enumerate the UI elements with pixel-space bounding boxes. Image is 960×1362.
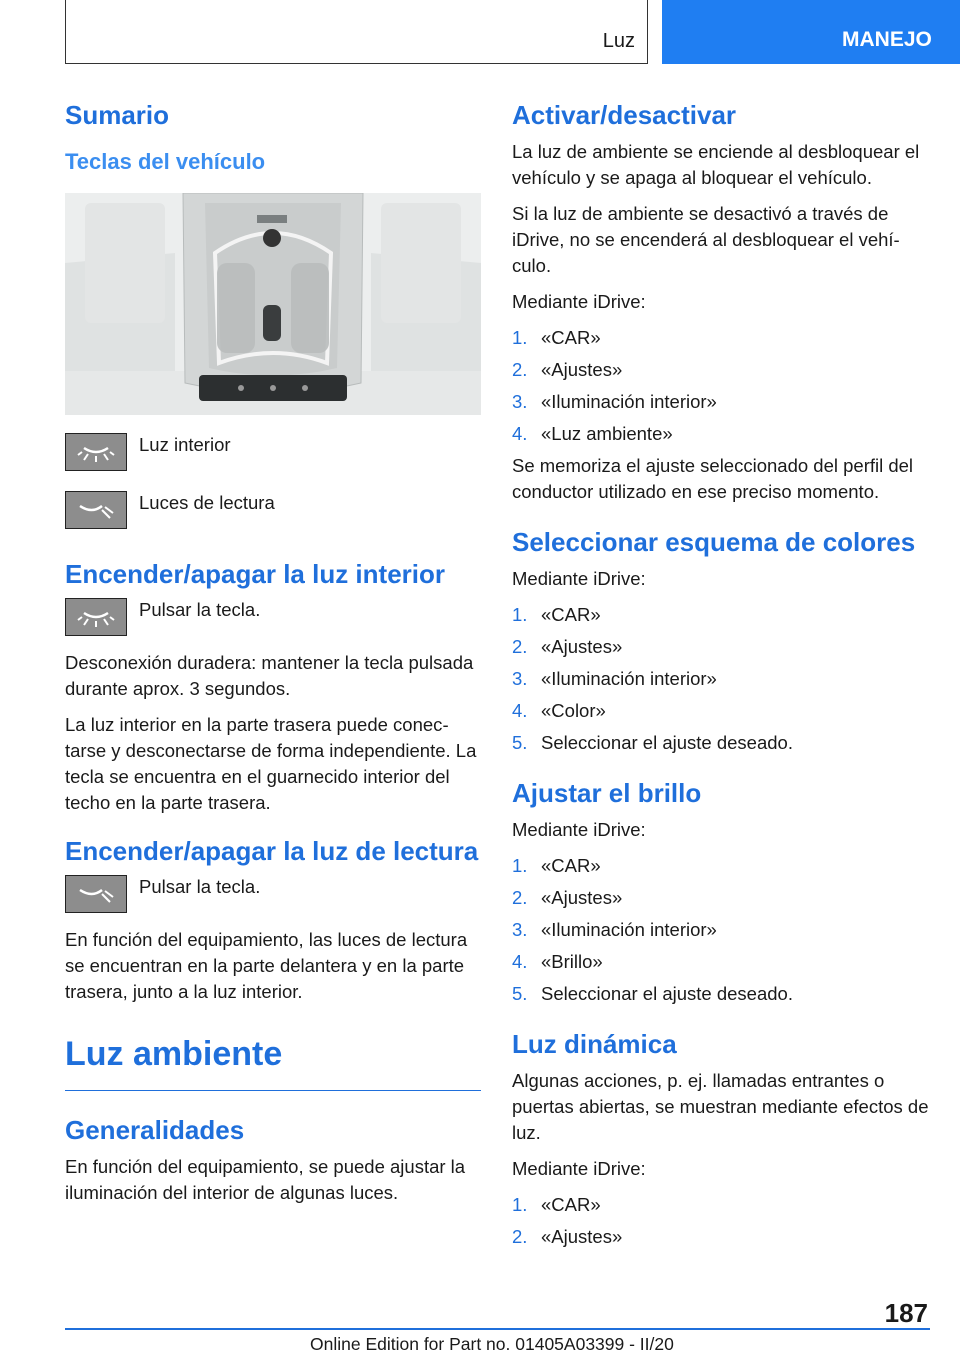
lectura-paragraph-1: En función del equipamiento, las luces de lectura se encuentran en la parte delantera y en la parte trasera, junto a la luz interior.: [65, 929, 468, 1002]
heading-interior: Encender/apagar la luz interior: [65, 559, 445, 589]
list-item: 4. «Color»: [512, 700, 606, 721]
dinamica-paragraph-1: Algunas acciones, p. ej. llamadas entrantes o puertas abiertas, se muestran mediante efectos de luz.: [512, 1070, 929, 1143]
key-row-interior: [65, 433, 481, 471]
list-item: 5. Seleccionar el ajuste deseado.: [512, 732, 793, 753]
key-row-interior-press: [65, 598, 481, 636]
key-label-interior: Luz interior: [139, 434, 231, 455]
list-item: 4. «Luz ambiente»: [512, 423, 673, 444]
lectura-press-text: Pulsar la tecla.: [139, 876, 261, 897]
brillo-paragraph-1: Mediante iDrive:: [512, 819, 646, 840]
heading-ambiente: Luz ambiente: [65, 1035, 481, 1091]
key-row-reading-press: [65, 875, 481, 913]
activar-paragraph-3: Mediante iDrive:: [512, 291, 646, 312]
heading-lectura: Encender/apagar la luz de lectura: [65, 836, 479, 866]
interior-light-icon: [65, 598, 127, 636]
list-item: 2. «Ajustes»: [512, 1226, 623, 1247]
list-item: 3. «Iluminación interior»: [512, 919, 717, 940]
heading-activar: Activar/desactivar: [512, 100, 737, 130]
interior-paragraph-1: Desconexión duradera: mantener la tecla pulsada durante aprox. 3 segundos.: [65, 652, 474, 699]
list-item: 5. Seleccionar el ajuste deseado.: [512, 983, 793, 1004]
dinamica-steps: [512, 1192, 930, 1250]
left-column: [65, 100, 481, 1216]
list-item: 3. «Iluminación interior»: [512, 391, 717, 412]
roof-console-photo: [65, 193, 481, 415]
list-item: 4. «Brillo»: [512, 951, 603, 972]
interior-paragraph-2: La luz interior en la parte trasera puede conectarse y desconectarse de forma independiente. La tecla se encuentra en el guarnecido interior del techo en la parte trasera.: [65, 714, 477, 813]
footer-divider: [65, 1328, 930, 1330]
key-row-reading: [65, 491, 481, 529]
dinamica-paragraph-2: Mediante iDrive:: [512, 1158, 646, 1179]
list-item: 2. «Ajustes»: [512, 636, 623, 657]
generalidades-paragraph: En función del equipamiento, se puede ajustar la iluminación del interior de algunas luces.: [65, 1156, 466, 1203]
list-item: 1. «CAR»: [512, 855, 601, 876]
heading-colores: Seleccionar esquema de colores: [512, 527, 916, 557]
interior-light-icon: [65, 433, 127, 471]
heading-dinamica: Luz dinámica: [512, 1029, 677, 1059]
list-item: 1. «CAR»: [512, 327, 601, 348]
colores-paragraph-1: Mediante iDrive:: [512, 568, 646, 589]
heading-brillo: Ajustar el brillo: [512, 778, 702, 808]
activar-steps: [512, 325, 930, 447]
chapter-label: Luz: [602, 30, 635, 52]
edition-text: Online Edition for Part no. 01405A03399 - II/20: [310, 1334, 674, 1354]
list-item: 2. «Ajustes»: [512, 359, 623, 380]
activar-paragraph-2: Si la luz de ambiente se desactivó a través de iDrive, no se encenderá al desbloquear el vehículo.: [512, 203, 900, 276]
heading-generalidades: Generalidades: [65, 1115, 245, 1145]
activar-paragraph-1: La luz de ambiente se enciende al desbloquear el vehículo y se apaga al bloquear el vehículo.: [512, 141, 920, 188]
interior-press-text: Pulsar la tecla.: [139, 599, 261, 620]
list-item: 1. «CAR»: [512, 604, 601, 625]
heading-teclas: Teclas del vehículo: [65, 149, 266, 174]
section-tab[interactable]: MANEJO: [662, 0, 960, 64]
key-label-reading: Luces de lectura: [139, 492, 275, 513]
reading-light-icon: [65, 491, 127, 529]
list-item: 2. «Ajustes»: [512, 887, 623, 908]
reading-light-icon: [65, 875, 127, 913]
right-column: [512, 100, 930, 1256]
brillo-steps: [512, 853, 930, 1007]
list-item: 3. «Iluminación interior»: [512, 668, 717, 689]
list-item: 1. «CAR»: [512, 1194, 601, 1215]
activar-paragraph-4: Se memoriza el ajuste seleccionado del perfil del conductor utilizado en ese preciso momento.: [512, 455, 914, 502]
page-number: 187: [884, 1298, 928, 1328]
colores-steps: [512, 602, 930, 756]
heading-sumario: Sumario: [65, 100, 170, 130]
header-frame: [65, 0, 648, 64]
